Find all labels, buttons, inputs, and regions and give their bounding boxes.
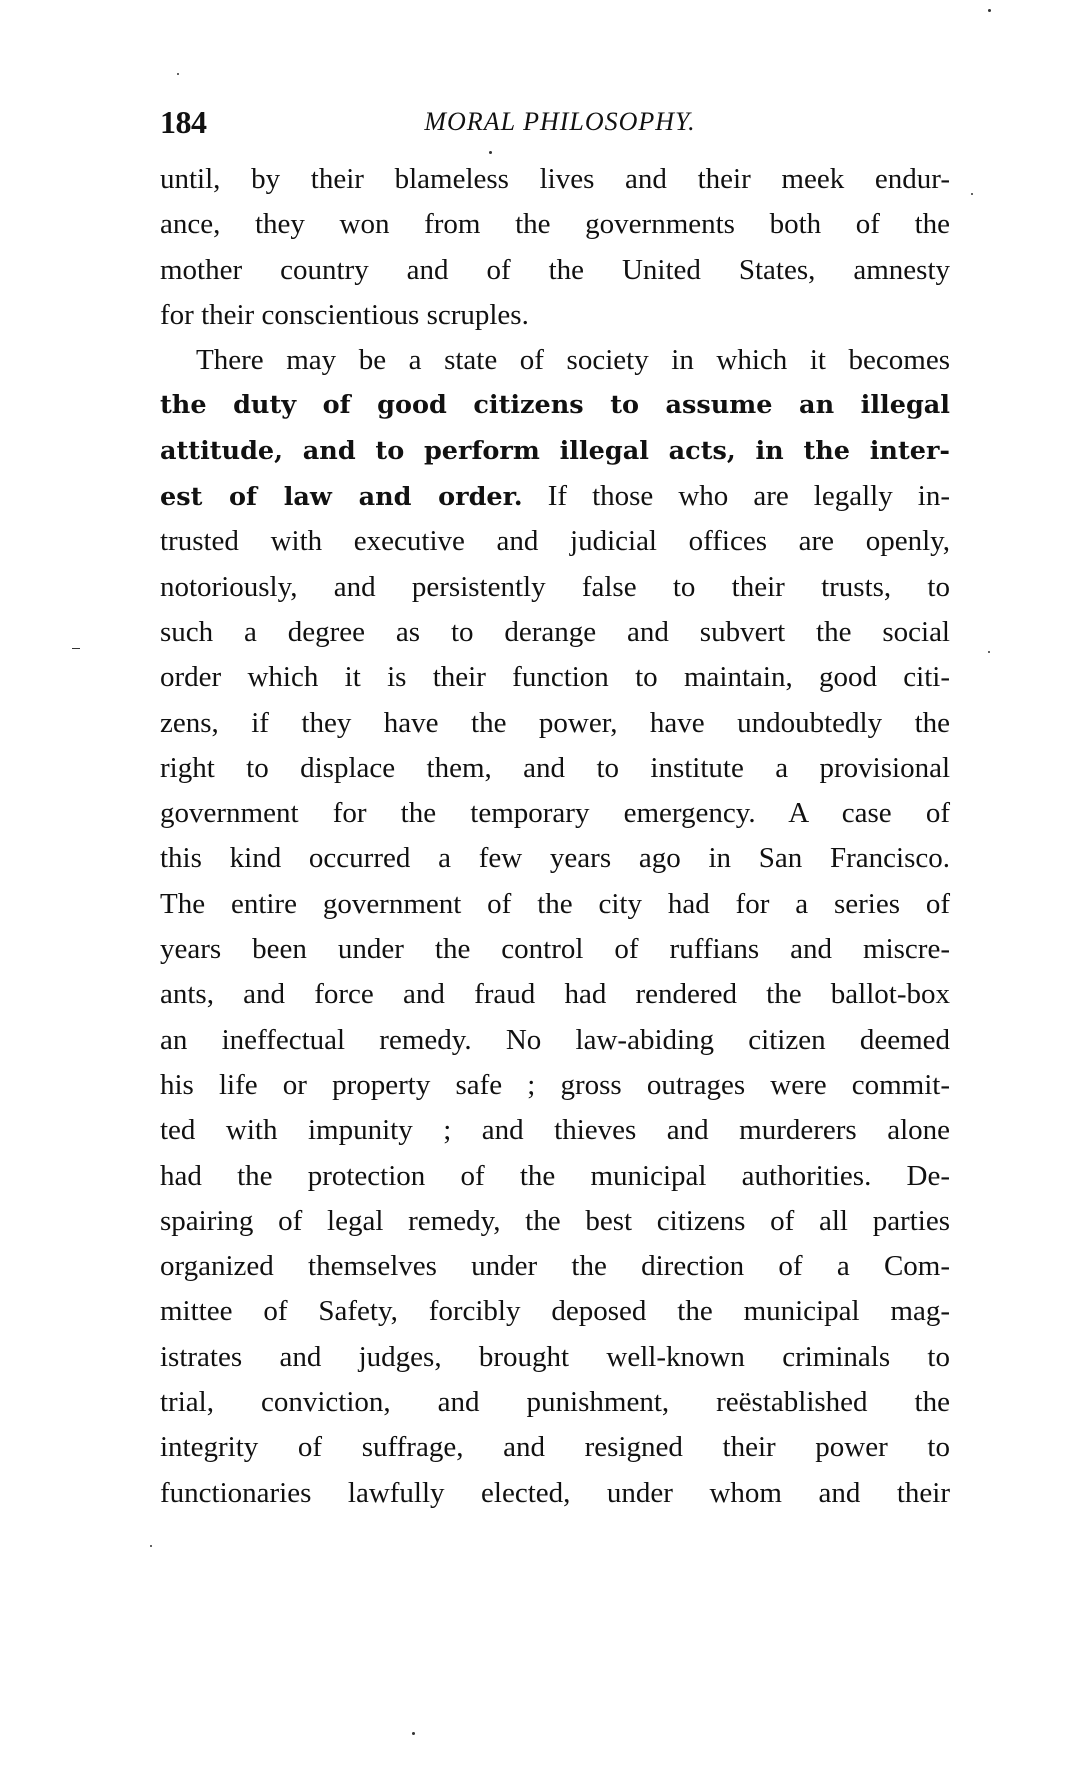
- text-line: for their conscientious scruples.: [160, 298, 529, 331]
- page-header: [160, 100, 950, 144]
- text-line: this kind occurred a few years ago in San Francisco.: [160, 842, 950, 875]
- scan-speck: [412, 1732, 415, 1735]
- text-line: mother country and of the United States, amnesty: [160, 253, 950, 286]
- text-line: ted with impunity ; and thieves and murderers alone: [160, 1114, 950, 1147]
- text-line: government for the temporary emergency. A case of: [160, 797, 950, 830]
- text-line: mittee of Safety, forcibly deposed the municipal mag-: [160, 1295, 950, 1328]
- body-text: [160, 157, 950, 1516]
- text-line: trial, conviction, and punishment, reëstablished the: [160, 1386, 950, 1419]
- text-line: years been under the control of ruffians and miscre-: [160, 933, 950, 966]
- text-line: until, by their blameless lives and their meek endur-: [160, 163, 950, 195]
- text-line: istrates and judges, brought well-known criminals to: [160, 1340, 950, 1373]
- text-line: order which it is their function to maintain, good citi-: [160, 661, 950, 694]
- scan-speck: [988, 651, 990, 653]
- text-line: had the protection of the municipal authorities. De-: [160, 1159, 950, 1192]
- plain-phrase: If those who are legally in-: [547, 480, 950, 513]
- paragraph-2: [160, 338, 950, 1516]
- page-number: 184: [160, 104, 207, 140]
- text-line: right to displace them, and to institute a provisional: [160, 751, 950, 784]
- scan-speck: [971, 193, 973, 195]
- scan-speck: [177, 73, 179, 75]
- text-line: ants, and force and fraud had rendered the ballot-box: [160, 978, 950, 1011]
- text-line: trusted with executive and judicial offices are openly,: [160, 525, 950, 558]
- text-line: an ineffectual remedy. No law-abiding citizen deemed: [160, 1023, 950, 1056]
- paragraph-1: [160, 157, 950, 338]
- scan-speck: [72, 648, 80, 649]
- text-line: spairing of legal remedy, the best citizens of all parties: [160, 1204, 950, 1237]
- text-line: notoriously, and persistently false to their trusts, to: [160, 570, 950, 603]
- text-line: The entire government of the city had for a series of: [160, 887, 950, 920]
- text-line: zens, if they have the power, have undoubtedly the: [160, 706, 950, 739]
- scan-speck: [150, 1545, 152, 1547]
- text-line: There may be a state of society in which it becomes: [196, 344, 950, 377]
- text-line: ance, they won from the governments both of the: [160, 208, 950, 241]
- text-line: such a degree as to derange and subvert the social: [160, 615, 950, 648]
- text-line: his life or property safe ; gross outrages were commit-: [160, 1068, 950, 1101]
- text-line-mixed: [160, 474, 950, 519]
- emphasized-line: the duty of good citizens to assume an illegal: [160, 390, 950, 421]
- emphasized-phrase: est of law and order.: [160, 482, 523, 513]
- text-line: organized themselves under the direction of a Com-: [160, 1250, 950, 1283]
- running-head: MORAL PHILOSOPHY.: [424, 107, 696, 136]
- scan-speck: [489, 151, 492, 154]
- scan-speck: [988, 9, 991, 12]
- text-line: integrity of suffrage, and resigned their power to: [160, 1431, 950, 1464]
- emphasized-line: attitude, and to perform illegal acts, in the inter-: [160, 435, 950, 466]
- text-line: functionaries lawfully elected, under whom and their: [160, 1476, 950, 1509]
